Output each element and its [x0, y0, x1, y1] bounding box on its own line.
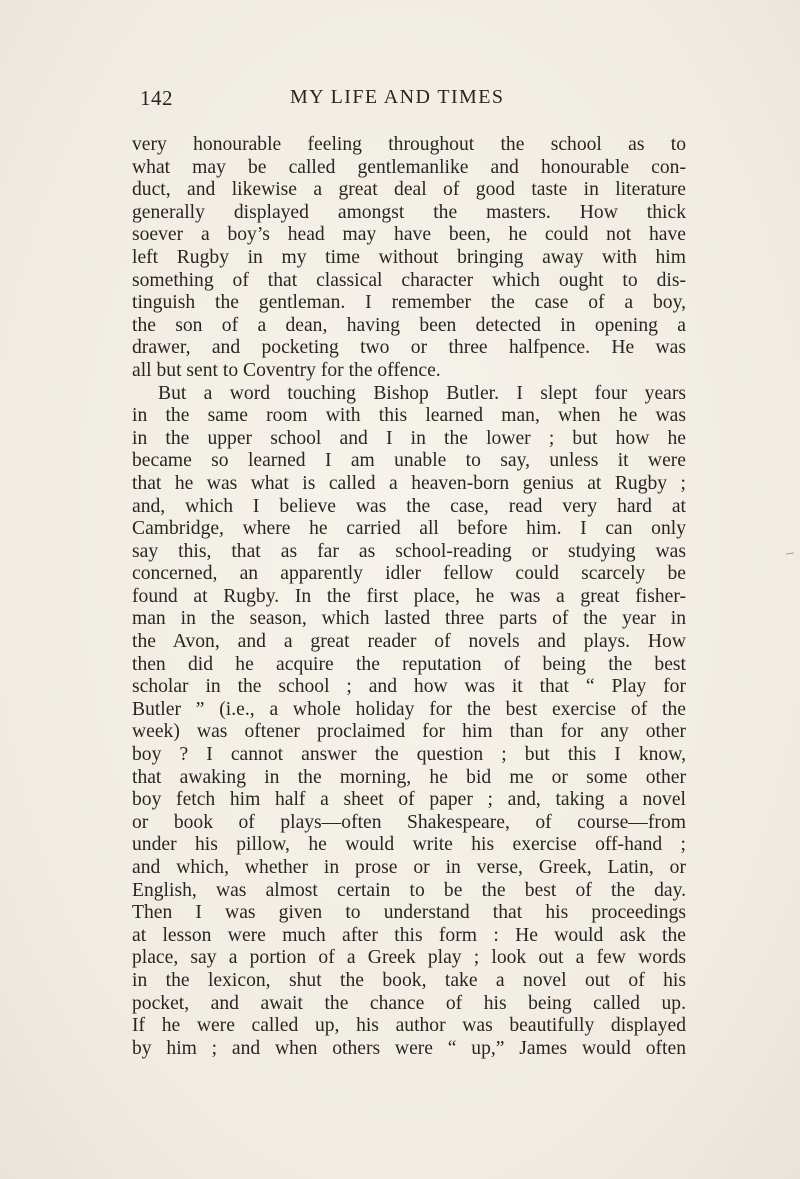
text-line: found at Rugby. In the first place, he was a great fisher- [132, 585, 686, 607]
text-line: boy ? I cannot answer the question ; but this I know, [132, 744, 686, 766]
text-line: boy fetch him half a sheet of paper ; and, taking a novel [132, 789, 686, 811]
text-line: Cambridge, where he carried all before him. I can only [132, 518, 686, 540]
text-line: that he was what is called a heaven-born genius at Rugby ; [132, 472, 686, 494]
margin-speck [786, 548, 794, 552]
text-line: became so learned I am unable to say, unless it were [132, 450, 686, 472]
text-line: and which, whether in prose or in verse, Greek, Latin, or [132, 857, 686, 878]
text-line: by him ; and when others were “ up,” James would often [132, 1037, 686, 1059]
text-line: then did he acquire the reputation of being the best [132, 653, 686, 675]
text-line: duct, and likewise a great deal of good taste in literature [132, 179, 686, 201]
text-line: Then I was given to understand that his proceedings [132, 902, 686, 924]
page-number: 142 [140, 86, 173, 110]
page-header [140, 86, 680, 116]
text-line: tinguish the gentleman. I remember the case of a boy, [132, 292, 686, 314]
text-line: that awaking in the morning, he bid me or some other [132, 766, 686, 788]
text-line: pocket, and await the chance of his being called up. [132, 992, 686, 1014]
text-line: say this, that as far as school-reading or studying was [132, 540, 686, 562]
text-line: in the lexicon, shut the book, take a novel out of his [132, 969, 686, 991]
body-text [132, 134, 686, 1060]
paragraph-start-line: But a word touching Bishop Butler. I slept four years [158, 382, 686, 404]
text-line: what may be called gentlemanlike and honourable con- [132, 156, 686, 178]
text-line: man in the season, which lasted three parts of the year in [132, 608, 686, 630]
text-line: the son of a dean, having been detected in opening a [132, 314, 686, 336]
text-line: Butler ” (i.e., a whole holiday for the best exercise of the [132, 698, 686, 720]
text-line: drawer, and pocketing two or three halfpence. He was [132, 337, 686, 359]
text-line: under his pillow, he would write his exercise off-hand ; [132, 834, 686, 856]
text-line: all but sent to Coventry for the offence. [132, 359, 441, 381]
running-head: MY LIFE AND TIMES [290, 86, 505, 108]
text-line: English, was almost certain to be the best of the day. [132, 879, 686, 901]
text-line: in the upper school and I in the lower ; but how he [132, 427, 686, 449]
text-line: something of that classical character which ought to dis- [132, 269, 686, 291]
text-line: place, say a portion of a Greek play ; look out a few words [132, 947, 686, 969]
text-line: If he were called up, his author was beautifully displayed [132, 1015, 686, 1037]
text-line: week) was oftener proclaimed for him than for any other [132, 721, 686, 743]
text-line: concerned, an apparently idler fellow could scarcely be [132, 563, 686, 585]
text-line: soever a boy’s head may have been, he could not have [132, 224, 686, 246]
text-line: left Rugby in my time without bringing away with him [132, 246, 686, 268]
text-line: the Avon, and a great reader of novels and plays. How [132, 631, 686, 653]
text-line: at lesson were much after this form : He would ask the [132, 924, 686, 946]
text-line: and, which I believe was the case, read very hard at [132, 495, 686, 517]
text-line: scholar in the school ; and how was it that “ Play for [132, 676, 686, 698]
text-line: very honourable feeling throughout the school as to [132, 134, 686, 155]
text-line: or book of plays—often Shakespeare, of course—from [132, 811, 686, 833]
text-line: in the same room with this learned man, when he was [132, 405, 686, 427]
text-line: generally displayed amongst the masters. How thick [132, 201, 686, 223]
